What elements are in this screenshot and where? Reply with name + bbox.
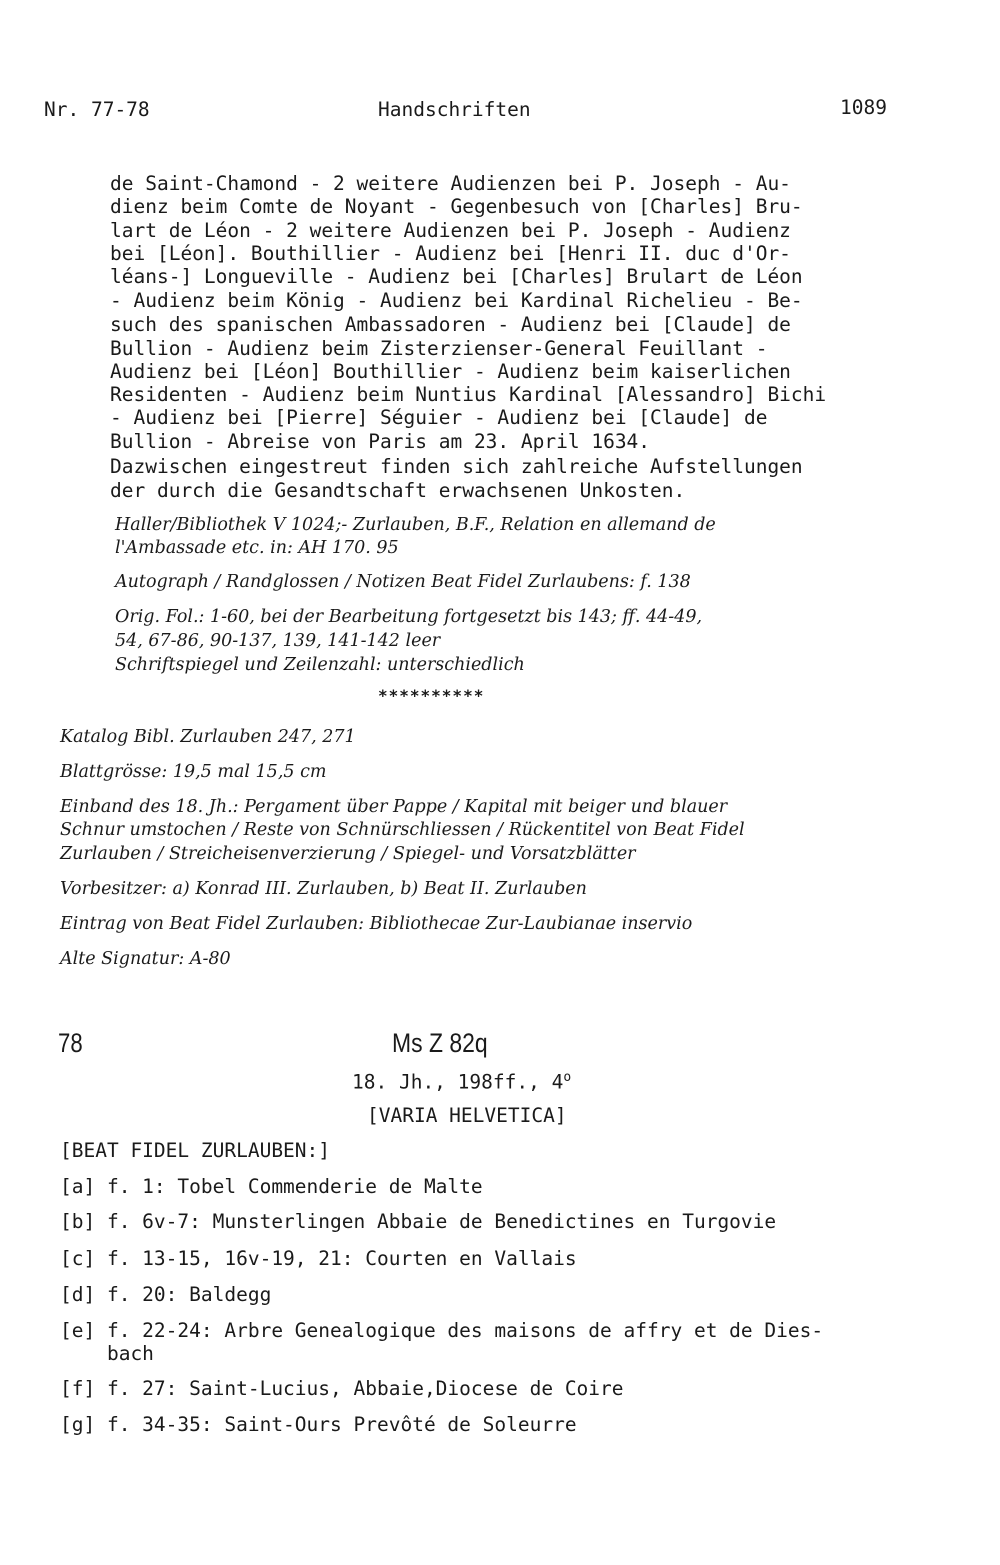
body-line: - Audienz beim König - Audienz bei Kardinal Richelieu - Be- xyxy=(110,289,803,312)
author: [BEAT FIDEL ZURLAUBEN:] xyxy=(60,1139,331,1162)
list-item: bach xyxy=(60,1342,154,1365)
catalog-line: Schnur umstochen / Reste von Schnürschliessen / Rückentitel von Beat Fidel xyxy=(60,820,745,840)
header-left: Nr. 77-78 xyxy=(44,98,150,121)
list-item: [e] f. 22-24: Arbre Genealogique des maisons de affry et de Dies- xyxy=(60,1319,824,1342)
shelfmark: Ms Z 82q xyxy=(392,1028,488,1058)
catalog-line: Blattgrösse: 19,5 mal 15,5 cm xyxy=(60,762,327,782)
format-degree: o xyxy=(563,1070,572,1085)
entry-title: [VARIA HELVETICA] xyxy=(367,1104,567,1127)
body-line: such des spanischen Ambassadoren - Audienz bei [Claude] de xyxy=(110,313,791,336)
list-item: [a] f. 1: Tobel Commenderie de Malte xyxy=(60,1175,483,1198)
header-center: Handschriften xyxy=(378,98,531,121)
note-line: Orig. Fol.: 1-60, bei der Bearbeitung fortgesetzt bis 143; ff. 44-49, xyxy=(115,607,703,627)
list-item: [d] f. 20: Baldegg xyxy=(60,1283,272,1306)
separator: ********** xyxy=(378,686,485,705)
list-item: [f] f. 27: Saint-Lucius, Abbaie,Diocese de Coire xyxy=(60,1377,624,1400)
note-line: Autograph / Randglossen / Notizen Beat Fidel Zurlaubens: f. 138 xyxy=(115,572,691,592)
note-line: Haller/Bibliothek V 1024;- Zurlauben, B.F., Relation en allemand de xyxy=(115,515,716,535)
catalog-line: Eintrag von Beat Fidel Zurlauben: Bibliothecae Zur-Laubianae inservio xyxy=(60,914,693,934)
list-item: [c] f. 13-15, 16v-19, 21: Courten en Vallais xyxy=(60,1247,577,1270)
catalog-line: Einband des 18. Jh.: Pergament über Pappe / Kapital mit beiger und blauer xyxy=(60,797,728,817)
catalog-line: Katalog Bibl. Zurlauben 247, 271 xyxy=(60,727,356,747)
header-page-number: 1089 xyxy=(840,96,887,119)
body-line: lart de Léon - 2 weitere Audienzen bei P. Joseph - Audienz xyxy=(110,219,791,242)
catalog-line: Alte Signatur: A-80 xyxy=(60,949,231,969)
body-line: Residenten - Audienz beim Nuntius Kardinal [Alessandro] Bichi xyxy=(110,383,827,406)
catalog-line: Vorbesitzer: a) Konrad III. Zurlauben, b) Beat II. Zurlauben xyxy=(60,879,587,899)
body-line: der durch die Gesandtschaft erwachsenen Unkosten. xyxy=(110,479,686,502)
date-text: 18. Jh., 198ff., 4 xyxy=(352,1070,564,1094)
body-line: Bullion - Abreise von Paris am 23. April 1634. xyxy=(110,430,651,453)
list-item: [b] f. 6v-7: Munsterlingen Abbaie de Benedictines en Turgovie xyxy=(60,1210,777,1233)
body-line: dienz beim Comte de Noyant - Gegenbesuch von [Charles] Bru- xyxy=(110,195,803,218)
note-line: Schriftspiegel und Zeilenzahl: unterschiedlich xyxy=(115,655,525,675)
body-line: Audienz bei [Léon] Bouthillier - Audienz beim kaiserlichen xyxy=(110,360,791,383)
entry-number: 78 xyxy=(58,1028,83,1058)
note-line: 54, 67-86, 90-137, 139, 141-142 leer xyxy=(115,631,441,651)
date-line xyxy=(352,1070,571,1094)
body-line: léans-] Longueville - Audienz bei [Charles] Brulart de Léon xyxy=(110,265,803,288)
body-line: Bullion - Audienz beim Zisterzienser-General Feuillant - xyxy=(110,337,768,360)
note-line: l'Ambassade etc. in: AH 170. 95 xyxy=(115,538,399,558)
catalog-line: Zurlauben / Streicheisenverzierung / Spiegel- und Vorsatzblätter xyxy=(60,844,636,864)
body-line: bei [Léon]. Bouthillier - Audienz bei [Henri II. duc d'Or- xyxy=(110,242,791,265)
body-line: - Audienz bei [Pierre] Séguier - Audienz bei [Claude] de xyxy=(110,406,768,429)
list-item: [g] f. 34-35: Saint-Ours Prevôté de Soleurre xyxy=(60,1413,577,1436)
body-line: de Saint-Chamond - 2 weitere Audienzen bei P. Joseph - Au- xyxy=(110,172,791,195)
body-line: Dazwischen eingestreut finden sich zahlreiche Aufstellungen xyxy=(110,455,803,478)
